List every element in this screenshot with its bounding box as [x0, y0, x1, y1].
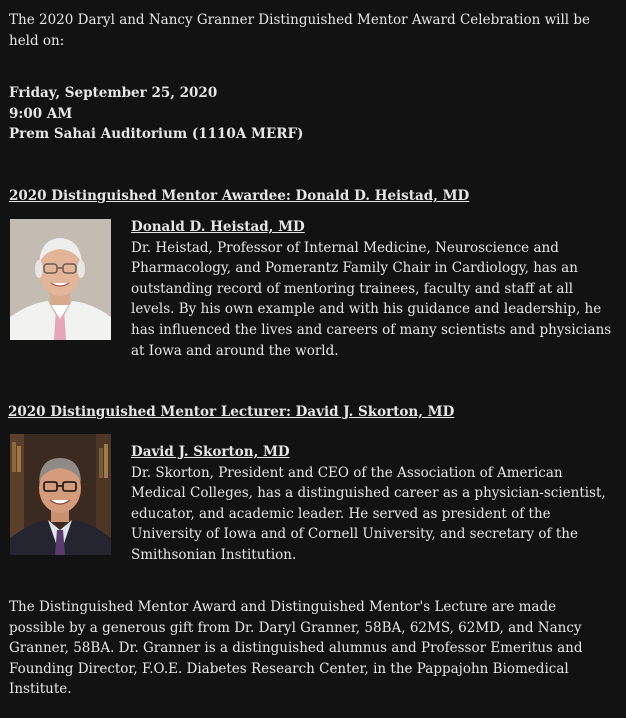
awardee-section-title[interactable]: 2020 Distinguished Mentor Awardee: Donald D. Heistad, MD	[9, 188, 470, 204]
event-date: Friday, September 25, 2020	[9, 85, 218, 101]
awardee-photo	[10, 219, 111, 340]
intro-text: The 2020 Daryl and Nancy Granner Distinguished Mentor Award Celebration will be held on:	[9, 12, 591, 49]
event-location: Prem Sahai Auditorium (1110A MERF)	[9, 126, 304, 143]
lecturer-section-title[interactable]: 2020 Distinguished Mentor Lecturer: David J. Skorton, MD	[8, 404, 455, 420]
lecturer-name[interactable]: David J. Skorton, MD	[131, 444, 290, 460]
lecturer-bio-block	[131, 442, 615, 566]
awardee-bio: Dr. Heistad, Professor of Internal Medicine, Neuroscience and Pharmacology, and Pomerantz Family Chair in Cardiology, has an outstanding record of mentoring trainees, faculty and staff at all levels. By his own example and with his guidance and leadership, he has influenced the lives and careers of many scientists and physicians at Iowa and around the world.	[131, 239, 612, 359]
lecturer-photo	[10, 434, 111, 555]
awardee-name[interactable]: Donald D. Heistad, MD	[131, 219, 305, 235]
footer-text: The Distinguished Mentor Award and Distinguished Mentor's Lecture are made possible by a generous gift from Dr. Daryl Granner, 58BA, 62MS, 62MD, and Nancy Granner, 58BA. Dr. Granner is a distinguished alumnus and Professor Emeritus and Founding Director, F.O.E. Diabetes Research Center, in the Pappajohn Biomedical Institute.	[9, 599, 583, 698]
event-details	[9, 83, 614, 145]
event-time: 9:00 AM	[9, 105, 73, 122]
lecturer-bio: Dr. Skorton, President and CEO of the Association of American Medical Colleges, has a distinguished career as a physician-scientist, educator, and academic leader. He served as president of the University of Iowa and of Cornell University, and secretary of the Smithsonian Institution.	[131, 464, 606, 563]
awardee-bio-block	[131, 217, 615, 361]
